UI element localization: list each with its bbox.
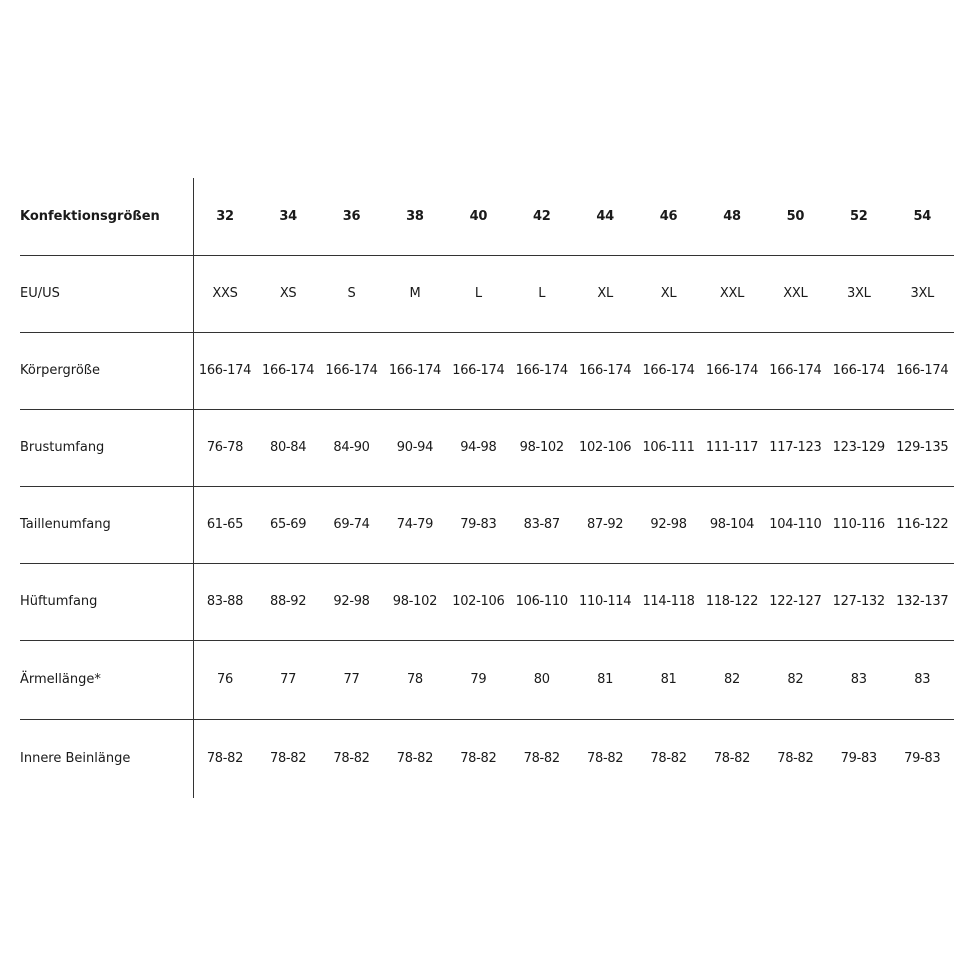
table-cell: 110-114 (573, 563, 636, 640)
header-size: 32 (216, 208, 234, 224)
table-cell: 123-129 (827, 409, 890, 486)
header-size: 42 (532, 208, 551, 224)
table-cell: 81 (573, 640, 636, 719)
table-cell: 166-174 (700, 332, 763, 409)
header-size: 54 (913, 208, 931, 224)
header-row (20, 178, 954, 255)
table-cell: 83 (890, 640, 954, 719)
table-cell: 166-174 (637, 332, 700, 409)
row-label: Innere Beinlänge (20, 719, 193, 798)
row-label: Taillenumfang (20, 486, 193, 563)
header-size: 40 (469, 208, 488, 224)
table-cell: 87-92 (573, 486, 636, 563)
table-cell: 166-174 (764, 332, 827, 409)
table-cell: 76 (193, 640, 256, 719)
table-cell: 83 (827, 640, 890, 719)
table-cell: 78 (383, 640, 446, 719)
table-cell: 90-94 (383, 409, 446, 486)
header-size: 36 (342, 208, 361, 224)
table-cell: 92-98 (320, 563, 383, 640)
table-cell: 114-118 (637, 563, 700, 640)
table-cell: 166-174 (383, 332, 446, 409)
table-cell: 106-111 (637, 409, 700, 486)
table-cell: M (383, 255, 446, 332)
table-cell: 118-122 (700, 563, 763, 640)
body-height-row (20, 332, 954, 409)
table-cell: 78-82 (637, 719, 700, 798)
inseam-row (20, 719, 954, 798)
table-cell: 77 (320, 640, 383, 719)
table-cell: 132-137 (890, 563, 954, 640)
table-cell: 76-78 (193, 409, 256, 486)
table-cell: XXL (700, 255, 763, 332)
size-chart-body (20, 178, 954, 798)
table-cell: 98-102 (510, 409, 573, 486)
table-cell: XXS (193, 255, 256, 332)
header-size: 34 (279, 208, 297, 224)
table-cell: 77 (256, 640, 319, 719)
header-size: 52 (850, 208, 868, 224)
table-cell: 127-132 (827, 563, 890, 640)
table-cell: 98-104 (700, 486, 763, 563)
table-cell: 83-87 (510, 486, 573, 563)
table-cell: 166-174 (193, 332, 256, 409)
table-cell: 102-106 (447, 563, 510, 640)
header-size: 38 (406, 208, 424, 224)
table-cell: 79-83 (827, 719, 890, 798)
table-cell: 78-82 (700, 719, 763, 798)
table-cell: 82 (700, 640, 763, 719)
table-cell: 79-83 (447, 486, 510, 563)
table-cell: 166-174 (890, 332, 954, 409)
table-cell: 122-127 (764, 563, 827, 640)
table-cell: 3XL (890, 255, 954, 332)
table-cell: 106-110 (510, 563, 573, 640)
table-cell: 78-82 (573, 719, 636, 798)
table-cell: 166-174 (510, 332, 573, 409)
table-cell: 78-82 (320, 719, 383, 798)
table-cell: 78-82 (510, 719, 573, 798)
table-cell: 80-84 (256, 409, 319, 486)
header-size: 48 (723, 208, 741, 224)
hip-row (20, 563, 954, 640)
table-cell: 104-110 (764, 486, 827, 563)
table-cell: 166-174 (320, 332, 383, 409)
row-label: Körpergröße (20, 332, 193, 409)
table-cell: 94-98 (447, 409, 510, 486)
size-chart-table (20, 178, 954, 798)
sleeve-length-row (20, 640, 954, 719)
eu-us-row (20, 255, 954, 332)
table-cell: 65-69 (256, 486, 319, 563)
table-cell: 111-117 (700, 409, 763, 486)
header-size: 46 (659, 208, 678, 224)
table-cell: 166-174 (256, 332, 319, 409)
table-cell: XS (256, 255, 319, 332)
table-cell: 88-92 (256, 563, 319, 640)
table-cell: 79 (447, 640, 510, 719)
table-cell: 78-82 (383, 719, 446, 798)
table-cell: 79-83 (890, 719, 954, 798)
table-cell: L (447, 255, 510, 332)
table-cell: 98-102 (383, 563, 446, 640)
waist-row (20, 486, 954, 563)
table-cell: 81 (637, 640, 700, 719)
table-cell: 92-98 (637, 486, 700, 563)
table-cell: S (320, 255, 383, 332)
table-cell: 80 (510, 640, 573, 719)
table-cell: 69-74 (320, 486, 383, 563)
header-label: Konfektionsgrößen (20, 178, 193, 255)
table-cell: L (510, 255, 573, 332)
table-cell: 82 (764, 640, 827, 719)
row-label: Hüftumfang (20, 563, 193, 640)
table-cell: 117-123 (764, 409, 827, 486)
table-cell: 78-82 (193, 719, 256, 798)
table-cell: 129-135 (890, 409, 954, 486)
table-cell: 166-174 (827, 332, 890, 409)
header-size: 50 (786, 208, 805, 224)
header-size: 44 (596, 208, 614, 224)
table-cell: 78-82 (764, 719, 827, 798)
row-label: Brustumfang (20, 409, 193, 486)
table-cell: 166-174 (447, 332, 510, 409)
row-label: EU/US (20, 255, 193, 332)
table-cell: 166-174 (573, 332, 636, 409)
table-cell: 102-106 (573, 409, 636, 486)
table-cell: 84-90 (320, 409, 383, 486)
row-label: Ärmellänge* (20, 640, 193, 719)
table-cell: 116-122 (890, 486, 954, 563)
table-cell: 78-82 (256, 719, 319, 798)
table-cell: 3XL (827, 255, 890, 332)
table-cell: 74-79 (383, 486, 446, 563)
table-cell: XXL (764, 255, 827, 332)
chest-row (20, 409, 954, 486)
table-cell: 78-82 (447, 719, 510, 798)
table-cell: 83-88 (193, 563, 256, 640)
table-cell: 110-116 (827, 486, 890, 563)
table-cell: XL (637, 255, 700, 332)
table-cell: XL (573, 255, 636, 332)
table-cell: 61-65 (193, 486, 256, 563)
